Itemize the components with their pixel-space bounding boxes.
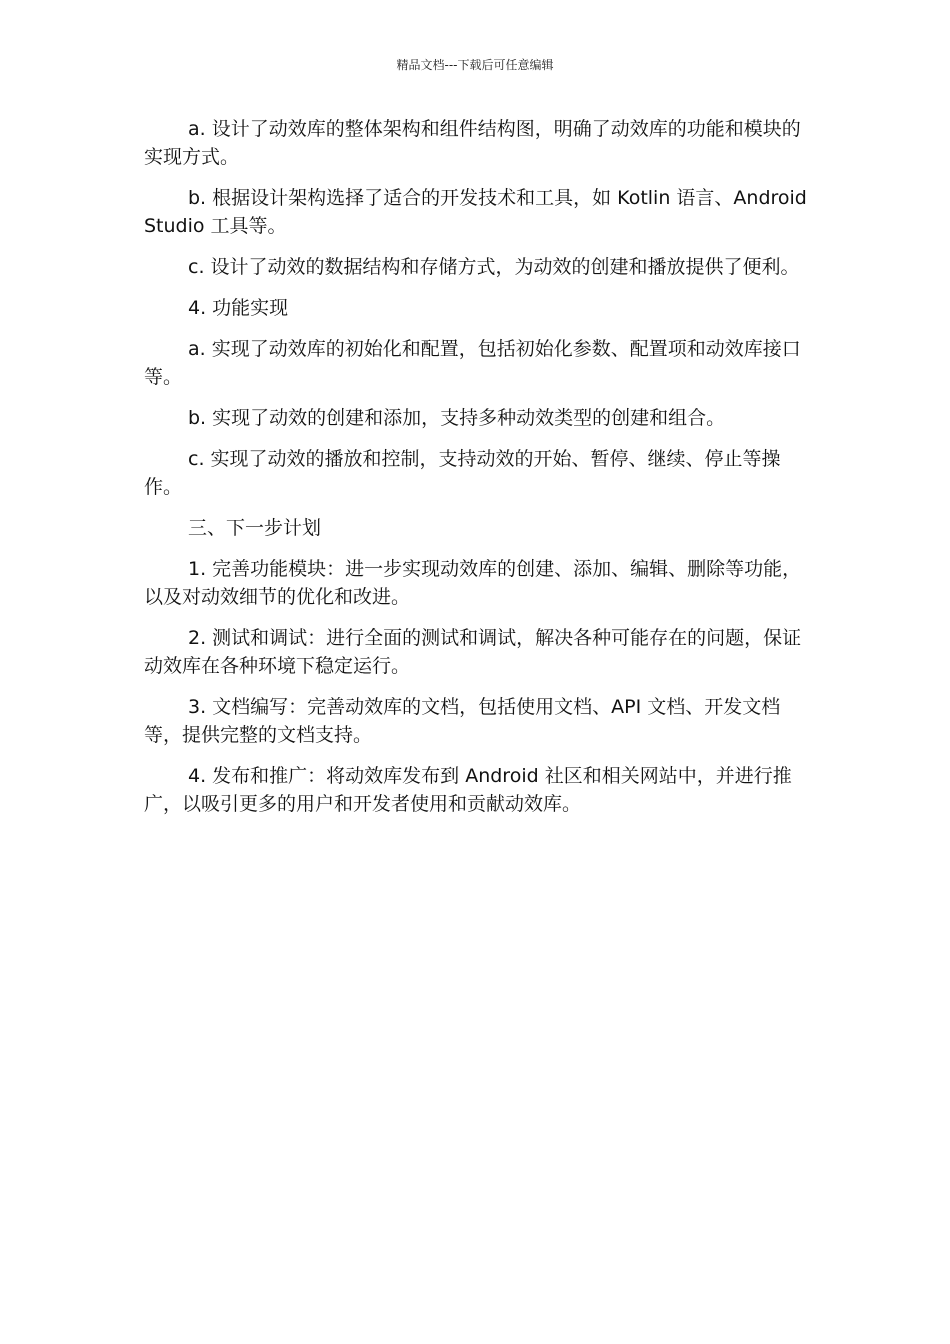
page-header: 精品文档---下载后可任意编辑 [396,58,554,72]
paragraph: 3. 文档编写：完善动效库的文档，包括使用文档、API 文档、开发文档等，提供完整的文档支持。 [144,696,781,746]
paragraph: a. 设计了动效库的整体架构和组件结构图，明确了动效库的功能和模块的实现方式。 [144,118,801,168]
paragraph: c. 实现了动效的播放和控制，支持动效的开始、暂停、继续、停止等操作。 [144,448,781,498]
paragraph: 2. 测试和调试：进行全面的测试和调试，解决各种可能存在的问题，保证动效库在各种环境下稳定运行。 [144,627,802,677]
paragraph: b. 根据设计架构选择了适合的开发技术和工具，如 Kotlin 语言、Android Studio 工具等。 [144,187,807,237]
paragraph: a. 实现了动效库的初始化和配置，包括初始化参数、配置项和动效库接口等。 [144,338,801,388]
section-heading: 4. 功能实现 [188,297,289,319]
paragraph: c. 设计了动效的数据结构和存储方式，为动效的创建和播放提供了便利。 [188,256,800,278]
document-body [144,115,809,831]
paragraph: b. 实现了动效的创建和添加，支持多种动效类型的创建和组合。 [188,407,726,429]
section-heading: 三、下一步计划 [188,517,322,539]
paragraph: 1. 完善功能模块：进一步实现动效库的创建、添加、编辑、删除等功能，以及对动效细节的优化和改进。 [144,558,802,608]
paragraph: 4. 发布和推广：将动效库发布到 Android 社区和相关网站中，并进行推广，以吸引更多的用户和开发者使用和贡献动效库。 [144,765,792,815]
